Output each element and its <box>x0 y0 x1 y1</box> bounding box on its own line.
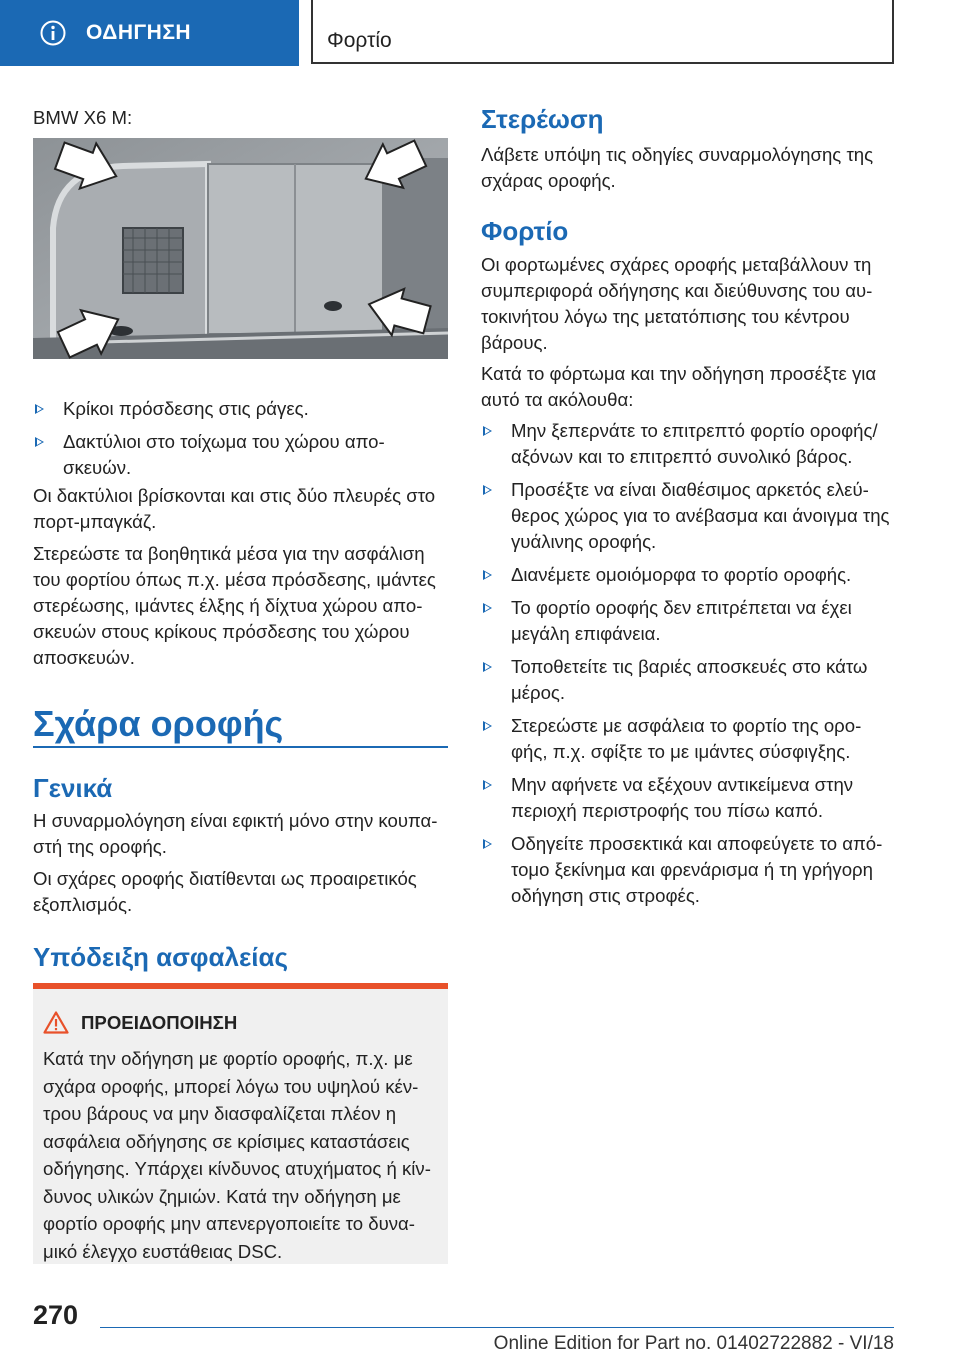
cargo-area-photo <box>33 138 448 359</box>
warning-header <box>43 1011 237 1034</box>
triangle-bullet-icon <box>483 426 492 436</box>
list-item: Δακτύλιοι στο τοίχωμα του χώρου απο-σκευών. <box>33 429 448 481</box>
header-section-title: Φορτίο <box>327 29 392 52</box>
list-item: Μην ξεπερνάτε το επιτρεπτό φορτίο οροφής/ αξόνων και το επιτρεπτό συνολικό βάρος. <box>481 418 896 470</box>
triangle-bullet-icon <box>483 780 492 790</box>
list-item: Στερεώστε με ασφάλεια το φορτίο της ορο-φής, π.χ. σφίξτε το με ιμάντες σύσφιγξης. <box>481 713 896 765</box>
load-rules-list <box>481 418 896 909</box>
general-heading: Γενικά <box>33 773 113 803</box>
warning-bar <box>33 983 448 989</box>
triangle-bullet-icon <box>35 437 44 447</box>
list-item: Τοποθετείτε τις βαριές αποσκευές στο κάτω μέρος. <box>481 654 896 706</box>
footer-divider <box>100 1327 894 1328</box>
header-tab-label: ΟΔΗΓΗΣΗ <box>86 21 192 44</box>
edition-note: Online Edition for Part no. 01402722882 - VI/18 <box>493 1333 894 1354</box>
list-item: Διανέμετε ομοιόμορφα το φορτίο οροφής. <box>481 562 896 588</box>
title-divider <box>33 746 448 748</box>
triangle-bullet-icon <box>483 839 492 849</box>
list-item: Κρίκοι πρόσδεσης στις ράγες. <box>33 396 448 422</box>
warning-icon <box>43 1011 69 1034</box>
load-paragraph-1: Οι φορτωμένες σχάρες οροφής μεταβάλλουν τη συμπεριφορά οδήγησης και διεύθυνσης του αυ-τοκινήτου λόγω της μετατόπισης του κέντρου βάρους. <box>481 254 873 353</box>
warning-title: ΠΡΟΕΙΔΟΠΟΙΗΣΗ <box>81 1011 238 1033</box>
triangle-bullet-icon <box>483 485 492 495</box>
triangle-bullet-icon <box>483 570 492 580</box>
load-heading: Φορτίο <box>481 216 569 246</box>
cargo-area-illustration <box>33 138 448 359</box>
attachment-list <box>33 396 448 481</box>
warning-box <box>33 983 448 1264</box>
triangle-bullet-icon <box>483 721 492 731</box>
list-item: Το φορτίο οροφής δεν επιτρέπεται να έχει μεγάλη επιφάνεια. <box>481 595 896 647</box>
list-item: Οδηγείτε προσεκτικά και αποφεύγετε το από-τομο ξεκίνημα και φρενάρισμα ή τη γρήγορη οδήγηση στις στροφές. <box>481 831 896 909</box>
triangle-bullet-icon <box>483 662 492 672</box>
fixing-paragraph: Λάβετε υπόψη τις οδηγίες συναρμολόγησης της σχάρας οροφής. <box>481 144 874 191</box>
list-item: Μην αφήνετε να εξέχουν αντικείμενα στην περιοχή περιστροφής του πίσω καπό. <box>481 772 896 824</box>
warning-text: Κατά την οδήγηση με φορτίο οροφής, π.χ. με σχάρα οροφής, μπορεί λόγω του υψηλού κέν-τρου βάρους να μην διασφαλίζεται πλέον η ασφάλεια οδήγησης σε κρίσιμες καταστάσεις οδήγησης. Υπάρχει κίνδυνος ατυχήματος ή κίν-δυνος υλικών ζημιών. Κατά την οδήγηση με φορτίο οροφής μην απενεργοποιείτε το δυνα-μικό έλεγχο ευστάθειας DSC. <box>43 1048 431 1262</box>
fixing-heading: Στερέωση <box>481 104 604 134</box>
info-icon <box>40 20 66 46</box>
general-paragraph-1: Η συναρμολόγηση είναι εφικτή μόνο στην κουπα-στή της οροφής. <box>33 810 438 857</box>
model-label: BMW X6 M: <box>33 107 133 128</box>
triangle-bullet-icon <box>483 603 492 613</box>
triangle-bullet-icon <box>35 404 44 414</box>
safety-heading: Υπόδειξη ασφαλείας <box>33 942 289 972</box>
page-number: 270 <box>33 1300 79 1330</box>
securing-paragraph: Στερεώστε τα βοηθητικά μέσα για την ασφάλιση του φορτίου όπως π.χ. μέσα πρόσδεσης, ιμάντες στερέωσης, ιμάντες έλξης ή δίχτυα χώρου απο-σκευών στους κρίκους πρόσδεσης του χώρου αποσκευών. <box>33 543 436 668</box>
load-paragraph-2: Κατά το φόρτωμα και την οδήγηση προσέξτε για αυτό τα ακόλουθα: <box>481 363 877 410</box>
page-title: Σχάρα οροφής <box>33 703 284 744</box>
rings-paragraph: Οι δακτύλιοι βρίσκονται και στις δύο πλευρές στο πορτ-μπαγκάζ. <box>33 485 436 532</box>
header-tab-guide[interactable] <box>0 0 299 66</box>
list-item: Προσέξτε να είναι διαθέσιμος αρκετός ελεύ-θερος χώρος για το ανέβασμα και άνοιγμα της γυάλινης οροφής. <box>481 477 896 555</box>
general-paragraph-2: Οι σχάρες οροφής διατίθενται ως προαιρετικός εξοπλισμός. <box>33 868 417 915</box>
header-section-box <box>311 0 894 64</box>
